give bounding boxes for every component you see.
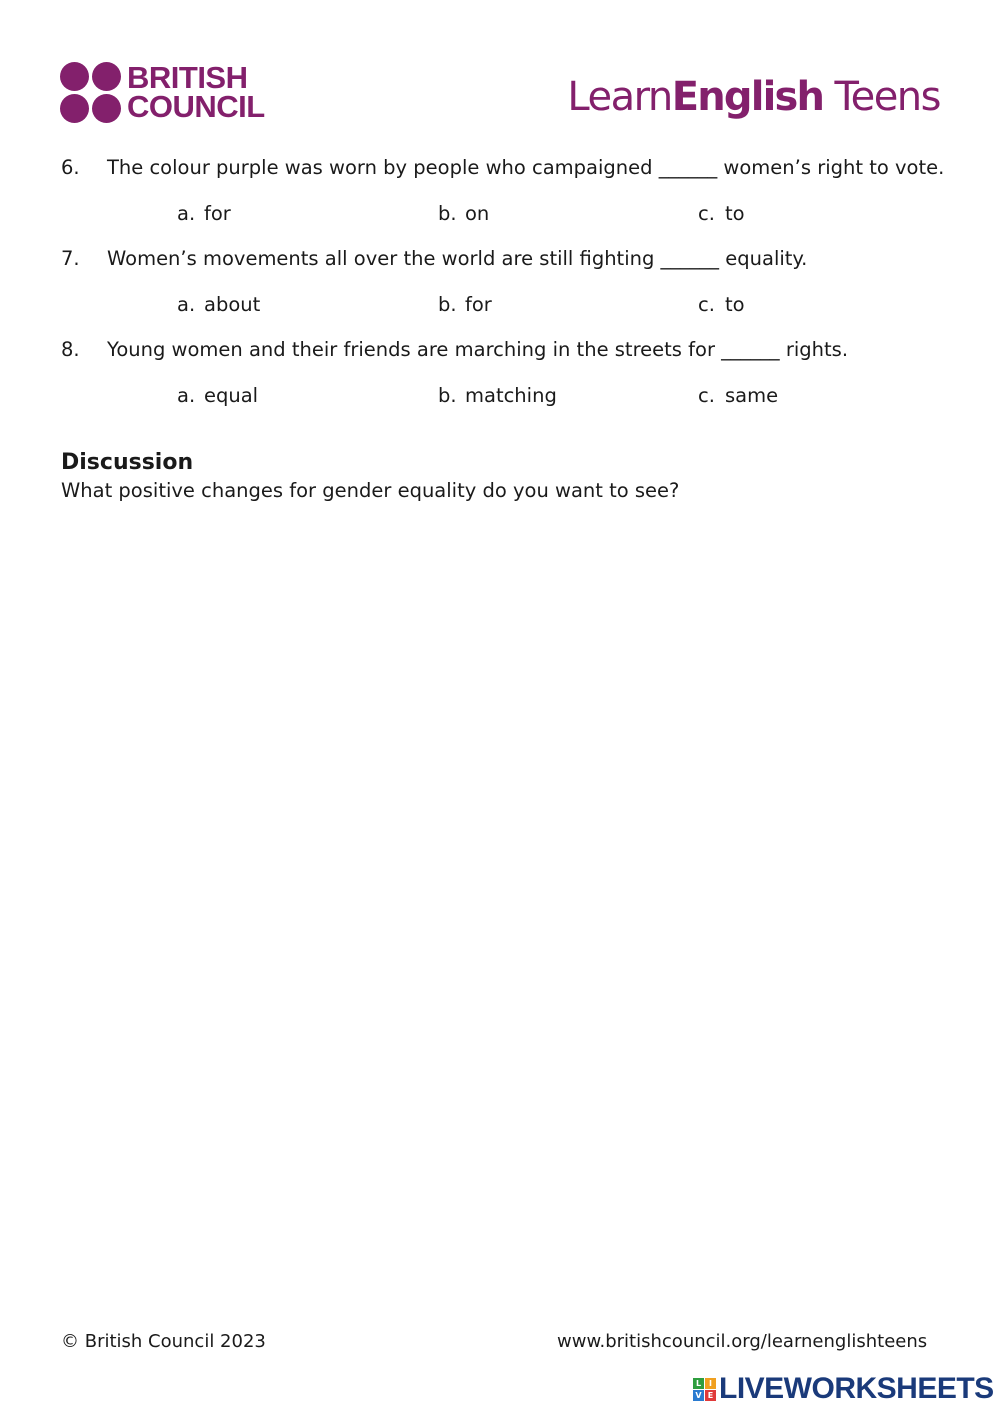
discussion-prompt: What positive changes for gender equality do you want to see?	[61, 479, 680, 502]
option-text: about	[204, 293, 261, 316]
option-text: matching	[465, 384, 557, 407]
question-number: 7.	[61, 247, 80, 270]
option-letter: a.	[177, 202, 196, 225]
option-text: on	[465, 202, 490, 225]
option-text: same	[725, 384, 779, 407]
option-letter: b.	[438, 202, 457, 225]
lw-cell: E	[705, 1390, 716, 1401]
option-text: to	[725, 293, 745, 316]
option-text: for	[465, 293, 492, 316]
bc-logo-line1: BRITISH	[127, 60, 248, 95]
option-8b[interactable]	[438, 384, 557, 407]
question-text: The colour purple was worn by people who campaigned ______ women’s right to vote.	[107, 156, 945, 179]
british-council-logo	[60, 60, 275, 124]
option-8c[interactable]	[698, 384, 778, 407]
le-logo-learn: Learn	[567, 74, 672, 120]
copyright-text: © British Council 2023	[61, 1331, 266, 1352]
option-7b[interactable]	[438, 293, 492, 316]
option-letter: a.	[177, 384, 196, 407]
option-8a[interactable]	[177, 384, 258, 407]
le-logo-english: English	[671, 74, 824, 120]
liveworksheets-logo	[693, 1374, 994, 1404]
option-letter: c.	[698, 384, 715, 407]
question-8	[61, 338, 848, 361]
option-letter: a.	[177, 293, 196, 316]
option-letter: b.	[438, 384, 457, 407]
bc-logo-line2: COUNCIL	[127, 89, 265, 124]
option-letter: c.	[698, 202, 715, 225]
question-text: Young women and their friends are marching in the streets for ______ rights.	[107, 338, 849, 361]
liveworksheets-grid-icon	[693, 1378, 716, 1401]
question-number: 8.	[61, 338, 80, 361]
option-7c[interactable]	[698, 293, 745, 316]
option-7a[interactable]	[177, 293, 260, 316]
question-number: 6.	[61, 156, 80, 179]
option-6c[interactable]	[698, 202, 745, 225]
option-text: for	[204, 202, 231, 225]
le-logo-teens: Teens	[823, 74, 940, 120]
lw-cell: I	[705, 1378, 716, 1389]
british-council-dots-icon	[60, 62, 121, 123]
lw-cell: V	[693, 1390, 704, 1401]
question-text: Women’s movements all over the world are still fighting ______ equality.	[107, 247, 808, 270]
option-letter: b.	[438, 293, 457, 316]
website-url: www.britishcouncil.org/learnenglishteens	[557, 1331, 928, 1352]
option-6b[interactable]	[438, 202, 489, 225]
option-6a[interactable]	[177, 202, 231, 225]
discussion-heading: Discussion	[61, 450, 194, 475]
question-7	[61, 247, 807, 270]
option-text: equal	[204, 384, 259, 407]
lw-cell: L	[693, 1378, 704, 1389]
liveworksheets-text: LIVEWORKSHEETS	[719, 1372, 994, 1405]
learnenglish-teens-logo	[567, 74, 940, 120]
question-6	[61, 156, 944, 179]
option-text: to	[725, 202, 745, 225]
option-letter: c.	[698, 293, 715, 316]
